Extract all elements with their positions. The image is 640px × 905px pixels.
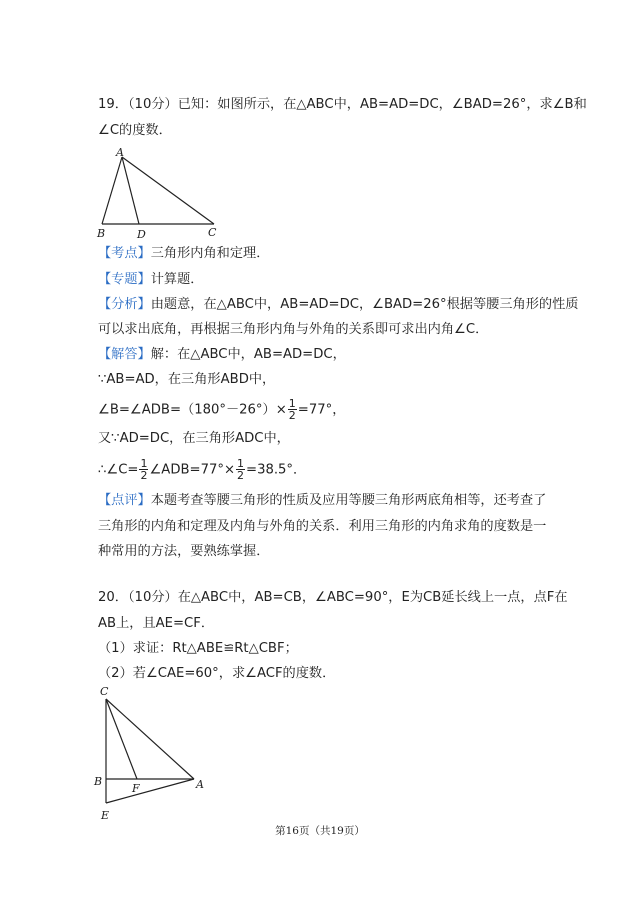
solution-line4 xyxy=(98,458,306,481)
label-D: D xyxy=(137,228,146,241)
dianping-line2: 三角形的内角和定理及内角与外角的关系．利用三角形的内角求角的度数是一 xyxy=(98,519,547,534)
jieda-tag: 【解答】 xyxy=(98,347,151,362)
sol2-result: =77°， xyxy=(297,402,346,418)
dianping-text: 本题考查等腰三角形的性质及应用等腰三角形两底角相等，还考查了 xyxy=(150,493,547,508)
solution-line1: ∵AB=AD，在三角形ABD中， xyxy=(98,372,276,387)
solution-line3: 又∵AD=DC，在三角形ADC中， xyxy=(98,431,290,446)
sol4-mid: ∠ADB=77°× xyxy=(149,462,236,478)
jieda-text: 解：在△ABC中，AB=AD=DC， xyxy=(150,347,346,362)
label-F: F xyxy=(132,782,140,795)
page-footer: 第16页（共19页） xyxy=(275,825,365,837)
fenxi-line xyxy=(98,296,579,314)
label-B: B xyxy=(97,227,106,240)
kaodian-line xyxy=(98,245,269,263)
q20-triangle-figure xyxy=(92,684,222,824)
label-E: E xyxy=(101,809,110,822)
sol4-result: =38.5°． xyxy=(246,462,307,478)
sol2-text: ∠B=∠ADB=（180°－26°）× xyxy=(98,402,287,418)
zhuanti-line xyxy=(98,271,204,289)
dianping-tag: 【点评】 xyxy=(98,493,151,508)
dianping-line3: 种常用的方法，要熟练掌握． xyxy=(98,544,270,559)
label-A: A xyxy=(196,778,204,791)
sol4-text: ∴∠C= xyxy=(98,462,139,478)
q20-line2: AB上，且AE=CF． xyxy=(98,616,215,631)
jieda-line xyxy=(98,346,346,364)
label-C: C xyxy=(208,226,217,239)
kaodian-text: 三角形内角和定理． xyxy=(150,246,270,261)
label-B: B xyxy=(94,775,103,788)
q19-line2: ∠C的度数． xyxy=(98,123,172,138)
fraction-half: $\frac{1}{2}$ xyxy=(140,457,148,482)
fraction-half: $\frac{1}{2}$ xyxy=(237,457,245,482)
q19-line1: 19．（10分）已知：如图所示，在△ABC中，AB=AD=DC，∠BAD=26°，求∠B和 xyxy=(98,97,587,112)
fraction-half: $\frac{1}{2}$ xyxy=(288,397,296,422)
kaodian-tag: 【考点】 xyxy=(98,246,151,261)
q20-part2: （2）若∠CAE=60°，求∠ACF的度数． xyxy=(98,666,336,681)
fenxi-text: 由题意，在△ABC中，AB=AD=DC，∠BAD=26°根据等腰三角形的性质 xyxy=(150,297,579,312)
label-C: C xyxy=(100,685,109,698)
solution-line2 xyxy=(98,398,345,421)
q19-triangle-figure xyxy=(92,146,252,242)
zhuanti-text: 计算题． xyxy=(150,272,204,287)
zhuanti-tag: 【专题】 xyxy=(98,272,151,287)
fenxi-tag: 【分析】 xyxy=(98,297,151,312)
q20-part1: （1）求证：Rt△ABE≌Rt△CBF； xyxy=(98,641,298,656)
dianping-line xyxy=(98,492,546,510)
label-A: A xyxy=(116,146,124,159)
fenxi-line2: 可以求出底角，再根据三角形内角与外角的关系即可求出内角∠C． xyxy=(98,322,489,337)
q20-line1: 20．（10分）在△ABC中，AB=CB，∠ABC=90°，E为CB延长线上一点，点F在 xyxy=(98,590,568,605)
